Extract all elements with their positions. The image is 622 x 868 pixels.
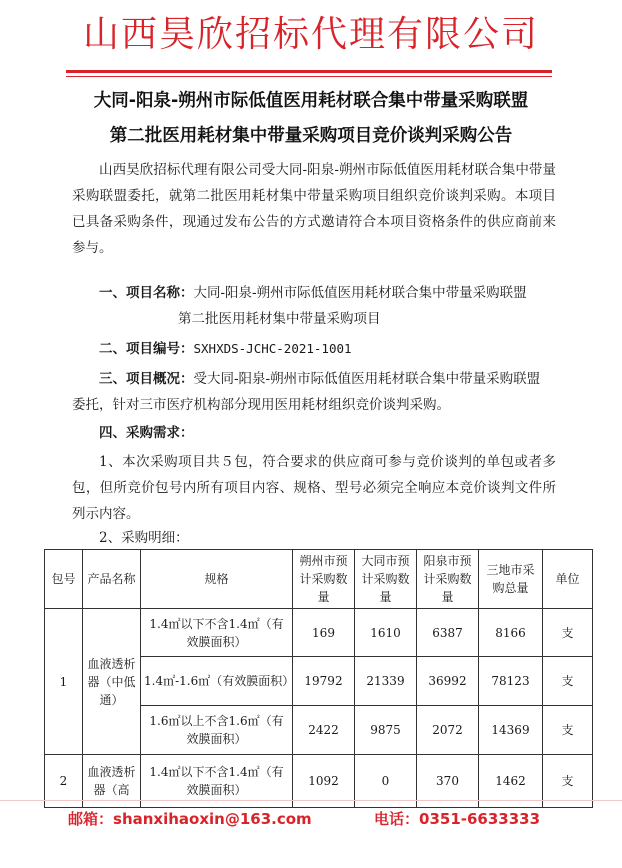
cell-yangquan: 36992 bbox=[417, 657, 479, 706]
intro-paragraph: 山西昊欣招标代理有限公司受大同-阳泉-朔州市际低值医用耗材联合集中带量采购联盟委托，就第二批医用耗材集中带量采购项目组织竞价谈判采购。本项目已具备采购条件，现通过发布公告的方式邀请符合本项目资格条件的供应商前来参与。 bbox=[72, 162, 556, 256]
project-code-value: SXHXDS-JCHC-2021-1001 bbox=[193, 341, 352, 356]
cell-shuozhou: 1092 bbox=[293, 755, 355, 808]
header-spec: 规格 bbox=[141, 550, 293, 609]
cell-unit: 支 bbox=[543, 657, 593, 706]
cell-product: 血液透析器（中低通） bbox=[83, 609, 141, 755]
cell-yangquan: 2072 bbox=[417, 706, 479, 755]
letterhead-rule-thin bbox=[66, 76, 552, 77]
header-product: 产品名称 bbox=[83, 550, 141, 609]
project-name-label: 一、项目名称： bbox=[99, 285, 194, 301]
footer-phone-label: 电话： bbox=[374, 810, 420, 828]
table-header-row bbox=[45, 550, 593, 609]
cell-unit: 支 bbox=[543, 706, 593, 755]
header-total: 三地市采购总量 bbox=[479, 550, 543, 609]
footer-phone bbox=[374, 808, 540, 829]
footer-email-label: 邮箱： bbox=[68, 810, 114, 828]
company-letterhead: 山西昊欣招标代理有限公司 bbox=[82, 14, 539, 55]
header-datong: 大同市预计采购数量 bbox=[355, 550, 417, 609]
project-code-label: 二、项目编号： bbox=[99, 341, 194, 357]
project-name-value-line1: 大同-阳泉-朔州市际低值医用耗材联合集中带量采购联盟 bbox=[193, 285, 527, 301]
cell-datong: 0 bbox=[355, 755, 417, 808]
cell-total: 78123 bbox=[479, 657, 543, 706]
requirements-heading bbox=[72, 420, 589, 446]
cell-product: 血液透析器（高 bbox=[83, 755, 141, 808]
requirements-item2: 2、采购明细： bbox=[99, 530, 189, 546]
cell-shuozhou: 2422 bbox=[293, 706, 355, 755]
cell-spec: 1.4㎡-1.6㎡（有效膜面积） bbox=[141, 657, 293, 706]
announcement-title-line1: 大同-阳泉-朔州市际低值医用耗材联合集中带量采购联盟 bbox=[93, 91, 529, 111]
cell-pkg: 2 bbox=[45, 755, 83, 808]
letterhead-rule-thick bbox=[66, 70, 552, 73]
cell-spec: 1.6㎡以上不含1.6㎡（有效膜面积） bbox=[141, 706, 293, 755]
footer-email bbox=[68, 808, 312, 829]
requirements-label: 四、采购需求： bbox=[99, 425, 194, 441]
table-row bbox=[45, 609, 593, 657]
cell-yangquan: 6387 bbox=[417, 609, 479, 657]
project-overview-value-line1: 受大同-阳泉-朔州市际低值医用耗材联合集中带量采购联盟 bbox=[193, 371, 541, 387]
cell-shuozhou: 19792 bbox=[293, 657, 355, 706]
project-overview-label: 三、项目概况： bbox=[99, 371, 194, 387]
header-yangquan: 阳泉市预计采购数量 bbox=[417, 550, 479, 609]
cell-unit: 支 bbox=[543, 755, 593, 808]
cell-total: 14369 bbox=[479, 706, 543, 755]
footer-rule bbox=[0, 800, 622, 801]
cell-datong: 21339 bbox=[355, 657, 417, 706]
project-overview-row bbox=[72, 366, 589, 392]
footer-email-value: shanxihaoxin@163.com bbox=[113, 810, 312, 828]
cell-total: 1462 bbox=[479, 755, 543, 808]
header-shuozhou: 朔州市预计采购数量 bbox=[293, 550, 355, 609]
cell-spec: 1.4㎡以下不含1.4㎡（有效膜面积） bbox=[141, 609, 293, 657]
footer-phone-value: 0351-6633333 bbox=[419, 810, 541, 828]
cell-yangquan: 370 bbox=[417, 755, 479, 808]
header-unit: 单位 bbox=[543, 550, 593, 609]
requirements-item1: 1、本次采购项目共５包，符合要求的供应商可参与竞价谈判的单包或者多包，但所竞价包号内所有项目内容、规格、型号必须完全响应本竞价谈判文件所列示内容。 bbox=[72, 454, 556, 522]
cell-shuozhou: 169 bbox=[293, 609, 355, 657]
announcement-title-line2: 第二批医用耗材集中带量采购项目竞价谈判采购公告 bbox=[109, 126, 513, 146]
project-code-row bbox=[72, 336, 589, 362]
project-overview-value-line2: 委托，针对三市医疗机构部分现用医用耗材组织竞价谈判采购。 bbox=[72, 397, 450, 413]
procurement-detail-table bbox=[44, 549, 593, 808]
header-pkg: 包号 bbox=[45, 550, 83, 609]
cell-datong: 1610 bbox=[355, 609, 417, 657]
cell-total: 8166 bbox=[479, 609, 543, 657]
cell-spec: 1.4㎡以下不含1.4㎡（有效膜面积） bbox=[141, 755, 293, 808]
project-name-row bbox=[72, 280, 589, 306]
project-name-value-line2: 第二批医用耗材集中带量采购项目 bbox=[178, 311, 381, 327]
cell-pkg: 1 bbox=[45, 609, 83, 755]
cell-unit: 支 bbox=[543, 609, 593, 657]
cell-datong: 9875 bbox=[355, 706, 417, 755]
